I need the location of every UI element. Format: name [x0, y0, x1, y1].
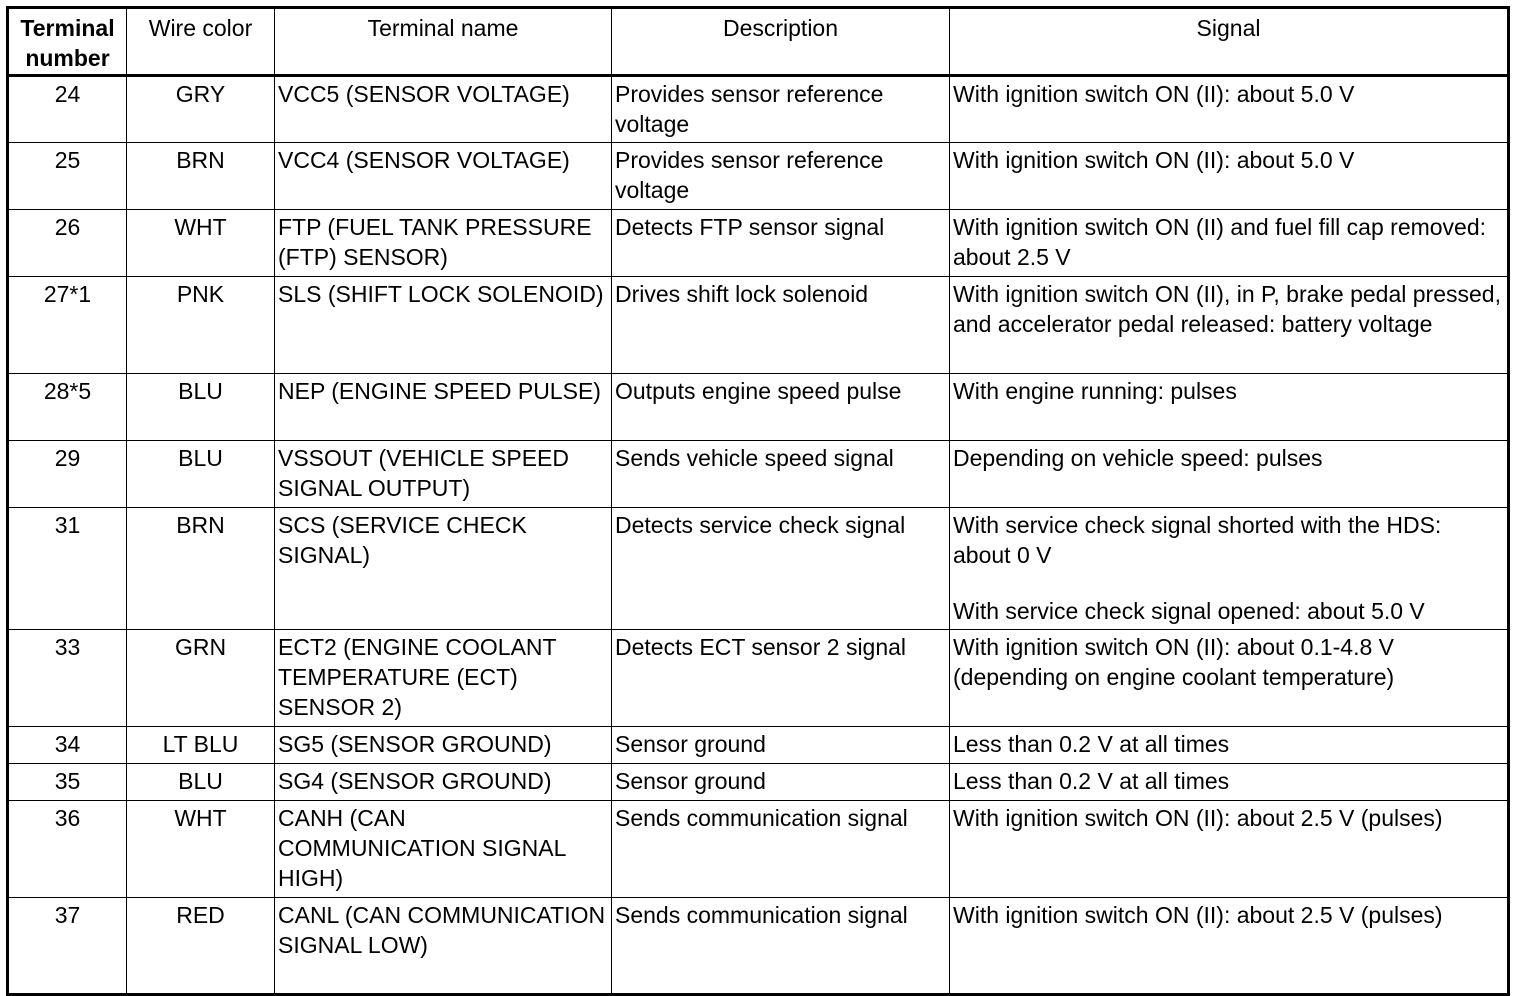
- signal-cell: [950, 898, 1509, 995]
- terminal-name-cell: SLS (SHIFT LOCK SOLENOID): [275, 277, 612, 374]
- table-row: [8, 143, 1509, 210]
- wire-color-cell: BLU: [127, 374, 275, 441]
- signal-text: Depending on vehicle speed: pulses: [953, 445, 1323, 471]
- wire-color-cell: LT BLU: [127, 727, 275, 764]
- description-cell: Provides sensor reference voltage: [612, 143, 950, 210]
- description-cell: Outputs engine speed pulse: [612, 374, 950, 441]
- signal-spacer: [953, 570, 1504, 596]
- header-row: [8, 8, 1509, 76]
- terminal-number-cell: 27*1: [8, 277, 127, 374]
- wire-color-cell: BLU: [127, 441, 275, 508]
- signal-text: With ignition switch ON (II): about 5.0 V: [953, 81, 1355, 107]
- signal-text: Less than 0.2 V at all times: [953, 768, 1230, 794]
- terminal-name-cell: VCC5 (SENSOR VOLTAGE): [275, 76, 612, 143]
- table-row: [8, 441, 1509, 508]
- signal-text: With service check signal shorted with the HDS: about 0 V: [953, 512, 1442, 568]
- table-row: [8, 630, 1509, 727]
- signal-cell: [950, 764, 1509, 801]
- terminal-name-cell: CANL (CAN COMMUNICATION SIGNAL LOW): [275, 898, 612, 995]
- terminal-number-cell: 29: [8, 441, 127, 508]
- terminal-name-cell: ECT2 (ENGINE COOLANT TEMPERATURE (ECT) SENSOR 2): [275, 630, 612, 727]
- table-row: [8, 210, 1509, 277]
- terminal-number-cell: 26: [8, 210, 127, 277]
- signal-text: With ignition switch ON (II): about 5.0 V: [953, 147, 1355, 173]
- signal-text: With ignition switch ON (II), in P, brake pedal pressed, and accelerator pedal released: battery voltage: [953, 281, 1501, 337]
- signal-text: Less than 0.2 V at all times: [953, 731, 1230, 757]
- header-terminal-number: Terminal number: [8, 8, 127, 76]
- signal-cell: [950, 143, 1509, 210]
- header-signal: Signal: [950, 8, 1509, 76]
- description-cell: Sends communication signal: [612, 898, 950, 995]
- terminal-table-container: [6, 6, 1507, 996]
- signal-cell: [950, 801, 1509, 898]
- terminal-number-cell: 37: [8, 898, 127, 995]
- terminal-number-cell: 31: [8, 508, 127, 630]
- wire-color-cell: BLU: [127, 764, 275, 801]
- terminal-name-cell: SG4 (SENSOR GROUND): [275, 764, 612, 801]
- description-cell: Detects service check signal: [612, 508, 950, 630]
- terminal-table: [6, 6, 1510, 996]
- description-cell: Sends communication signal: [612, 801, 950, 898]
- description-cell: Drives shift lock solenoid: [612, 277, 950, 374]
- wire-color-cell: PNK: [127, 277, 275, 374]
- terminal-number-cell: 34: [8, 727, 127, 764]
- description-cell: Sensor ground: [612, 727, 950, 764]
- terminal-name-cell: VCC4 (SENSOR VOLTAGE): [275, 143, 612, 210]
- wire-color-cell: BRN: [127, 508, 275, 630]
- wire-color-cell: WHT: [127, 210, 275, 277]
- table-row: [8, 727, 1509, 764]
- description-cell: Provides sensor reference voltage: [612, 76, 950, 143]
- table-row: [8, 374, 1509, 441]
- signal-cell: [950, 630, 1509, 727]
- table-row: [8, 898, 1509, 995]
- signal-text: With ignition switch ON (II): about 0.1-4.8 V (depending on engine coolant temperature): [953, 634, 1395, 690]
- signal-text: With service check signal opened: about 5.0 V: [953, 598, 1425, 624]
- terminal-name-cell: SCS (SERVICE CHECK SIGNAL): [275, 508, 612, 630]
- table-row: [8, 508, 1509, 630]
- terminal-number-cell: 25: [8, 143, 127, 210]
- table-row: [8, 801, 1509, 898]
- table-body: [8, 76, 1509, 995]
- signal-cell: [950, 210, 1509, 277]
- wire-color-cell: GRN: [127, 630, 275, 727]
- table-row: [8, 277, 1509, 374]
- description-cell: Detects ECT sensor 2 signal: [612, 630, 950, 727]
- signal-cell: [950, 277, 1509, 374]
- terminal-name-cell: SG5 (SENSOR GROUND): [275, 727, 612, 764]
- wire-color-cell: GRY: [127, 76, 275, 143]
- terminal-number-cell: 24: [8, 76, 127, 143]
- signal-text: With ignition switch ON (II): about 2.5 V (pulses): [953, 805, 1443, 831]
- signal-cell: [950, 374, 1509, 441]
- wire-color-cell: RED: [127, 898, 275, 995]
- terminal-name-cell: NEP (ENGINE SPEED PULSE): [275, 374, 612, 441]
- terminal-number-cell: 33: [8, 630, 127, 727]
- table-header: [8, 8, 1509, 76]
- terminal-number-cell: 28*5: [8, 374, 127, 441]
- signal-text: With ignition switch ON (II): about 2.5 V (pulses): [953, 902, 1443, 928]
- header-wire-color: Wire color: [127, 8, 275, 76]
- description-cell: Sends vehicle speed signal: [612, 441, 950, 508]
- signal-cell: [950, 441, 1509, 508]
- header-description: Description: [612, 8, 950, 76]
- wire-color-cell: BRN: [127, 143, 275, 210]
- table-row: [8, 76, 1509, 143]
- terminal-number-cell: 36: [8, 801, 127, 898]
- terminal-number-cell: 35: [8, 764, 127, 801]
- signal-cell: [950, 508, 1509, 630]
- terminal-name-cell: CANH (CAN COMMUNICATION SIGNAL HIGH): [275, 801, 612, 898]
- terminal-name-cell: VSSOUT (VEHICLE SPEED SIGNAL OUTPUT): [275, 441, 612, 508]
- signal-cell: [950, 727, 1509, 764]
- signal-cell: [950, 76, 1509, 143]
- table-row: [8, 764, 1509, 801]
- terminal-name-cell: FTP (FUEL TANK PRESSURE (FTP) SENSOR): [275, 210, 612, 277]
- wire-color-cell: WHT: [127, 801, 275, 898]
- description-cell: Detects FTP sensor signal: [612, 210, 950, 277]
- signal-text: With engine running: pulses: [953, 378, 1237, 404]
- signal-text: With ignition switch ON (II) and fuel fill cap removed: about 2.5 V: [953, 214, 1487, 270]
- header-terminal-name: Terminal name: [275, 8, 612, 76]
- description-cell: Sensor ground: [612, 764, 950, 801]
